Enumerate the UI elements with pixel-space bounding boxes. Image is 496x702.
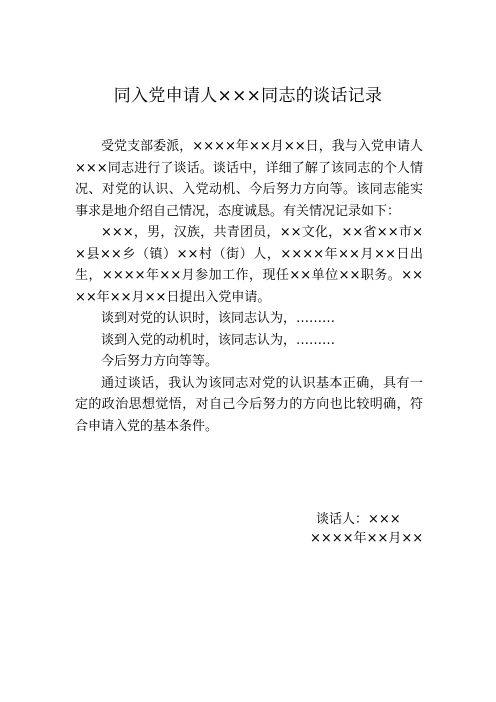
document-body — [75, 136, 423, 437]
future-direction-paragraph: 今后努力方向等等。 — [101, 354, 219, 369]
motivation-paragraph: 谈到入党的动机时，该同志认为，……… — [101, 332, 336, 348]
signature-block — [310, 510, 440, 548]
intro-paragraph: 受党支部委派，××××年××月××日，我与入党申请人×××同志进行了谈话。谈话中，详细了解了该同志的个人情况、对党的认识、入党动机、今后努力方向等。该同志能实事求是地介绍自己情况，态度诚恳。有关情况记录如下： — [75, 139, 423, 219]
signature-date: ××××年××月×× — [310, 531, 424, 546]
signature-speaker: 谈话人：××× — [316, 512, 401, 527]
party-understanding-paragraph: 谈到对党的认识时，该同志认为，……… — [101, 311, 336, 326]
personal-info-paragraph: ×××，男，汉族，共青团员，××文化，××省××市××县××乡（镇）××村（街）人，××××年××月××日出生，××××年××月参加工作，现任××单位××职务。××××年××月××日提出入党申请。 — [75, 225, 423, 305]
conclusion-paragraph: 通过谈话，我认为该同志对党的认识基本正确，具有一定的政治思想觉悟，对自己今后努力的方向也比较明确，符合申请入党的基本条件。 — [75, 375, 423, 434]
document-title: 同入党申请人×××同志的谈话记录 — [113, 86, 383, 106]
